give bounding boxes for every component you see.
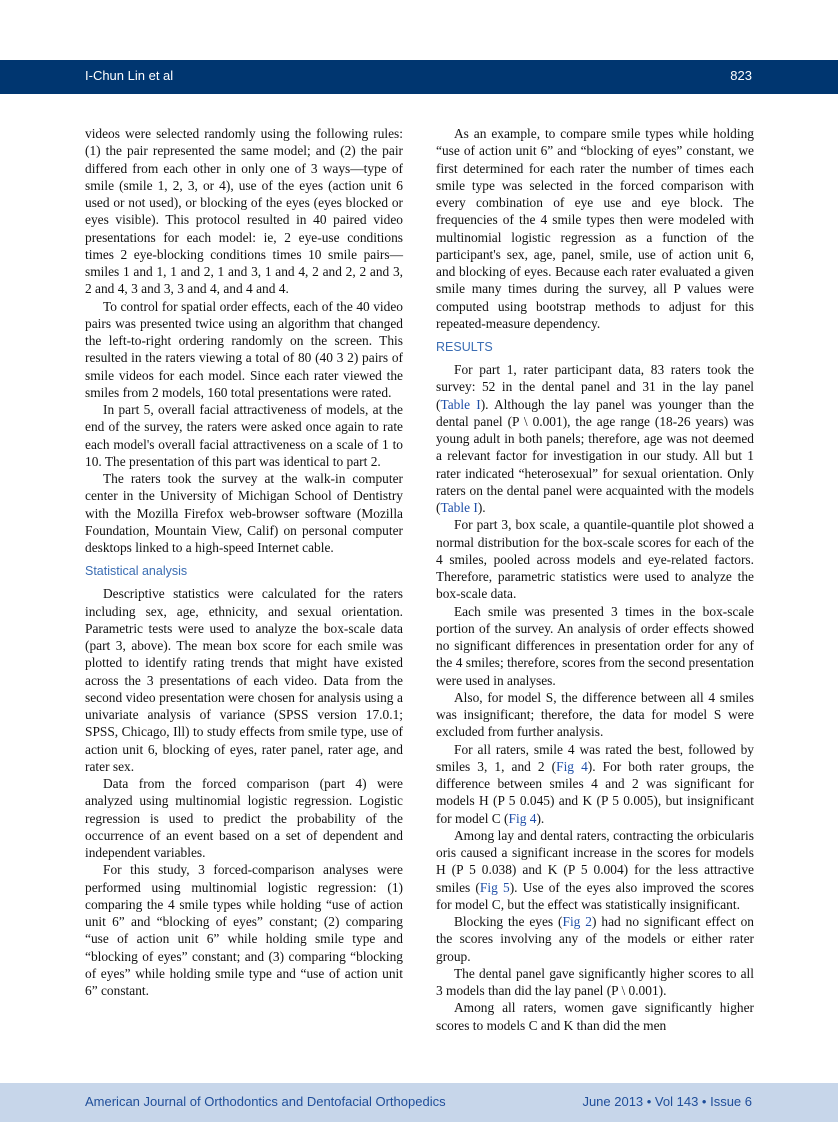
paragraph-text: Among all raters, women gave significantly higher scores to models C and K than did the men xyxy=(436,1000,754,1033)
paragraph xyxy=(436,603,754,689)
running-footer xyxy=(0,1083,838,1122)
paragraph-text: videos were selected randomly using the following rules: (1) the pair represented the same model; and (2) the pair differed from each other in only one of 3 ways—type of smile (smile 1, 2, 3, or 4), use of the eyes (action unit 6 used or not used), or blocking of the eyes (eyes blocked or eyes visible). This protocol resulted in 40 paired video presentations for each model: ie, 2 eye-use conditions times 2 eye-blocking conditions times 10 smile pairs—smiles 1 and 1, 1 and 2, 1 and 3, 1 and 4, 2 and 2, 2 and 3, 2 and 4, 3 and 3, 3 and 4, and 4 and 4. xyxy=(85,126,403,297)
paragraph-text: ). xyxy=(536,810,545,826)
paragraph-text: Among lay and dental raters, contracting the orbicularis oris caused a significant increase in the scores for models H (P 5 0.038) and K (P 5 0.004) for the less attractive smiles ( xyxy=(436,827,754,895)
section-heading: Statistical analysis xyxy=(85,564,188,579)
paragraph-text: Also, for model S, the difference between all 4 smiles was insignificant; therefore, the data for model S were excluded from further analysis. xyxy=(436,689,754,740)
figure-table-link[interactable]: Fig 2 xyxy=(562,914,593,929)
header-author: I-Chun Lin et al xyxy=(85,68,174,83)
paragraph-text: For all raters, smile 4 was rated the best, followed by smiles 3, 1, and 2 ( xyxy=(436,741,754,774)
paragraph xyxy=(436,965,754,1000)
paragraph xyxy=(85,861,403,999)
paragraph xyxy=(85,470,403,556)
paragraph-text: As an example, to compare smile types while holding “use of action unit 6” and “blocking of eyes” constant, we first determined for each rater the number of times each smile type was selected in the forced comparison with every combination of eye use and eye block. The frequencies of the 4 smile types then were modeled with multinomial logistic regression as a function of the participant's sex, age, panel, smile, use of action unit 6, and blocking of eyes. Because each rater evaluated a given smile many times during the survey, all P values were computed using bootstrap methods to adjust for this repeated-measure dependency. xyxy=(436,126,754,331)
figure-table-link[interactable]: Fig 4 xyxy=(556,758,588,774)
paragraph xyxy=(85,401,403,470)
paragraph xyxy=(436,516,754,602)
paragraph-text: ). Although the lay panel was younger than the dental panel (P \ 0.001), the age range (18-26 years) was young adult in both panels; therefore, age was not deemed a relevant factor for investigation in our study. All but 1 rater indicated “heterosexual” for sexual orientation. Only raters on the dental panel were acquainted with the models ( xyxy=(436,396,754,515)
figure-table-link[interactable]: Table I xyxy=(440,396,481,412)
figure-table-link[interactable]: Table I xyxy=(440,500,478,515)
paragraph-text: The dental panel gave significantly higher scores to all 3 models than did the lay panel (P \ 0.001). xyxy=(436,965,754,998)
paragraph-text: The raters took the survey at the walk-in computer center in the University of Michigan School of Dentistry with the Mozilla Firefox web-browser software (Mozilla Foundation, Mountain View, Calif) on personal computer desktops linked to a high-speed Internet cable. xyxy=(85,471,403,555)
running-header xyxy=(0,60,838,94)
footer-issue: June 2013 • Vol 143 • Issue 6 xyxy=(582,1094,752,1109)
paragraph xyxy=(85,585,403,775)
paragraph xyxy=(436,999,754,1034)
right-column xyxy=(436,125,754,1034)
paragraph xyxy=(436,125,754,332)
paragraph xyxy=(436,689,754,741)
paragraph xyxy=(436,361,754,516)
paragraph-text: Blocking the eyes ( xyxy=(454,914,563,929)
paragraph-text: For part 1, rater participant data, 83 raters took the survey: 52 in the dental panel and 31 in the lay panel ( xyxy=(436,362,754,412)
figure-table-link[interactable]: Fig 4 xyxy=(508,810,537,826)
paragraph xyxy=(85,298,403,402)
paragraph-text: To control for spatial order effects, each of the 40 video pairs was presented twice using an algorithm that changed the left-to-right ordering randomly on the screen. This resulted in the raters viewing a total of 80 (40 3 2) pairs of smile videos for each model. Since each rater viewed the smiles from 2 models, 160 total presentations were rated. xyxy=(85,298,403,400)
paragraph-text: For part 3, box scale, a quantile-quantile plot showed a normal distribution for the box-scale scores for each of the 4 smiles, pooled across models and eye-related factors. Therefore, parametric statistics were used to analyze the box-scale data. xyxy=(436,517,754,602)
paragraph-text: In part 5, overall facial attractiveness of models, at the end of the survey, the raters were asked once again to rate each model's overall facial attractiveness on a scale of 1 to 10. The presentation of this part was identical to part 2. xyxy=(85,402,403,469)
paragraph-text: Descriptive statistics were calculated for the raters including sex, age, ethnicity, and sexual orientation. Parametric tests were used to analyze the box-scale data (part 3, above). The mean box score for each smile was plotted to identify rating trends that might have existed across the 3 presentations of each video. Data from the second video presentation were chosen for analysis using a univariate analysis of variance (SPSS version 17.0.1; SPSS, Chicago, Ill) to study effects from smile type, use of action unit 6, blocking of eyes, rater panel, rater age, and rater sex. xyxy=(85,586,403,774)
header-page-number: 823 xyxy=(730,68,752,83)
paragraph xyxy=(436,827,754,913)
left-column xyxy=(85,125,403,999)
paragraph-text: ). xyxy=(477,500,486,515)
paragraph-text: ). For both rater groups, the difference between smiles 4 and 2 was significant for models H (P 5 0.045) and K (P 5 0.005), but insignificant for model C ( xyxy=(436,758,754,826)
paragraph-text: ). Use of the eyes also improved the scores for model C, but the effect was statistically insignificant. xyxy=(436,879,755,912)
paragraph xyxy=(85,775,403,861)
footer-journal: American Journal of Orthodontics and Dentofacial Orthopedics xyxy=(85,1094,446,1109)
section-heading: RESULTS xyxy=(436,340,493,354)
paragraph xyxy=(436,741,754,827)
paragraph xyxy=(436,913,754,965)
paragraph-text: ) had no significant effect on the scores involving any of the models or either rater group. xyxy=(436,914,754,964)
paragraph-text: Each smile was presented 3 times in the box-scale portion of the survey. An analysis of order effects showed no significant differences in presentation order for any of the 4 smiles; therefore, scores from the second presentation were used in analyses. xyxy=(436,603,754,688)
paragraph-text: Data from the forced comparison (part 4) were analyzed using multinomial logistic regression. Logistic regression is used to predict the probability of the occurrence of an event based on a set of dependent and independent variables. xyxy=(85,776,403,860)
paragraph-text: For this study, 3 forced-comparison analyses were performed using multinomial logistic regression: (1) comparing the 4 smile types while holding “use of action unit 6” and “blocking of eyes” constant; (2) comparing “use of action unit 6” while holding smile type and “blocking of eyes” constant; and (3) comparing “blocking of eyes” while holding smile type and “use of action unit 6” constant. xyxy=(85,862,403,998)
figure-table-link[interactable]: Fig 5 xyxy=(479,879,510,895)
paragraph xyxy=(85,125,403,298)
